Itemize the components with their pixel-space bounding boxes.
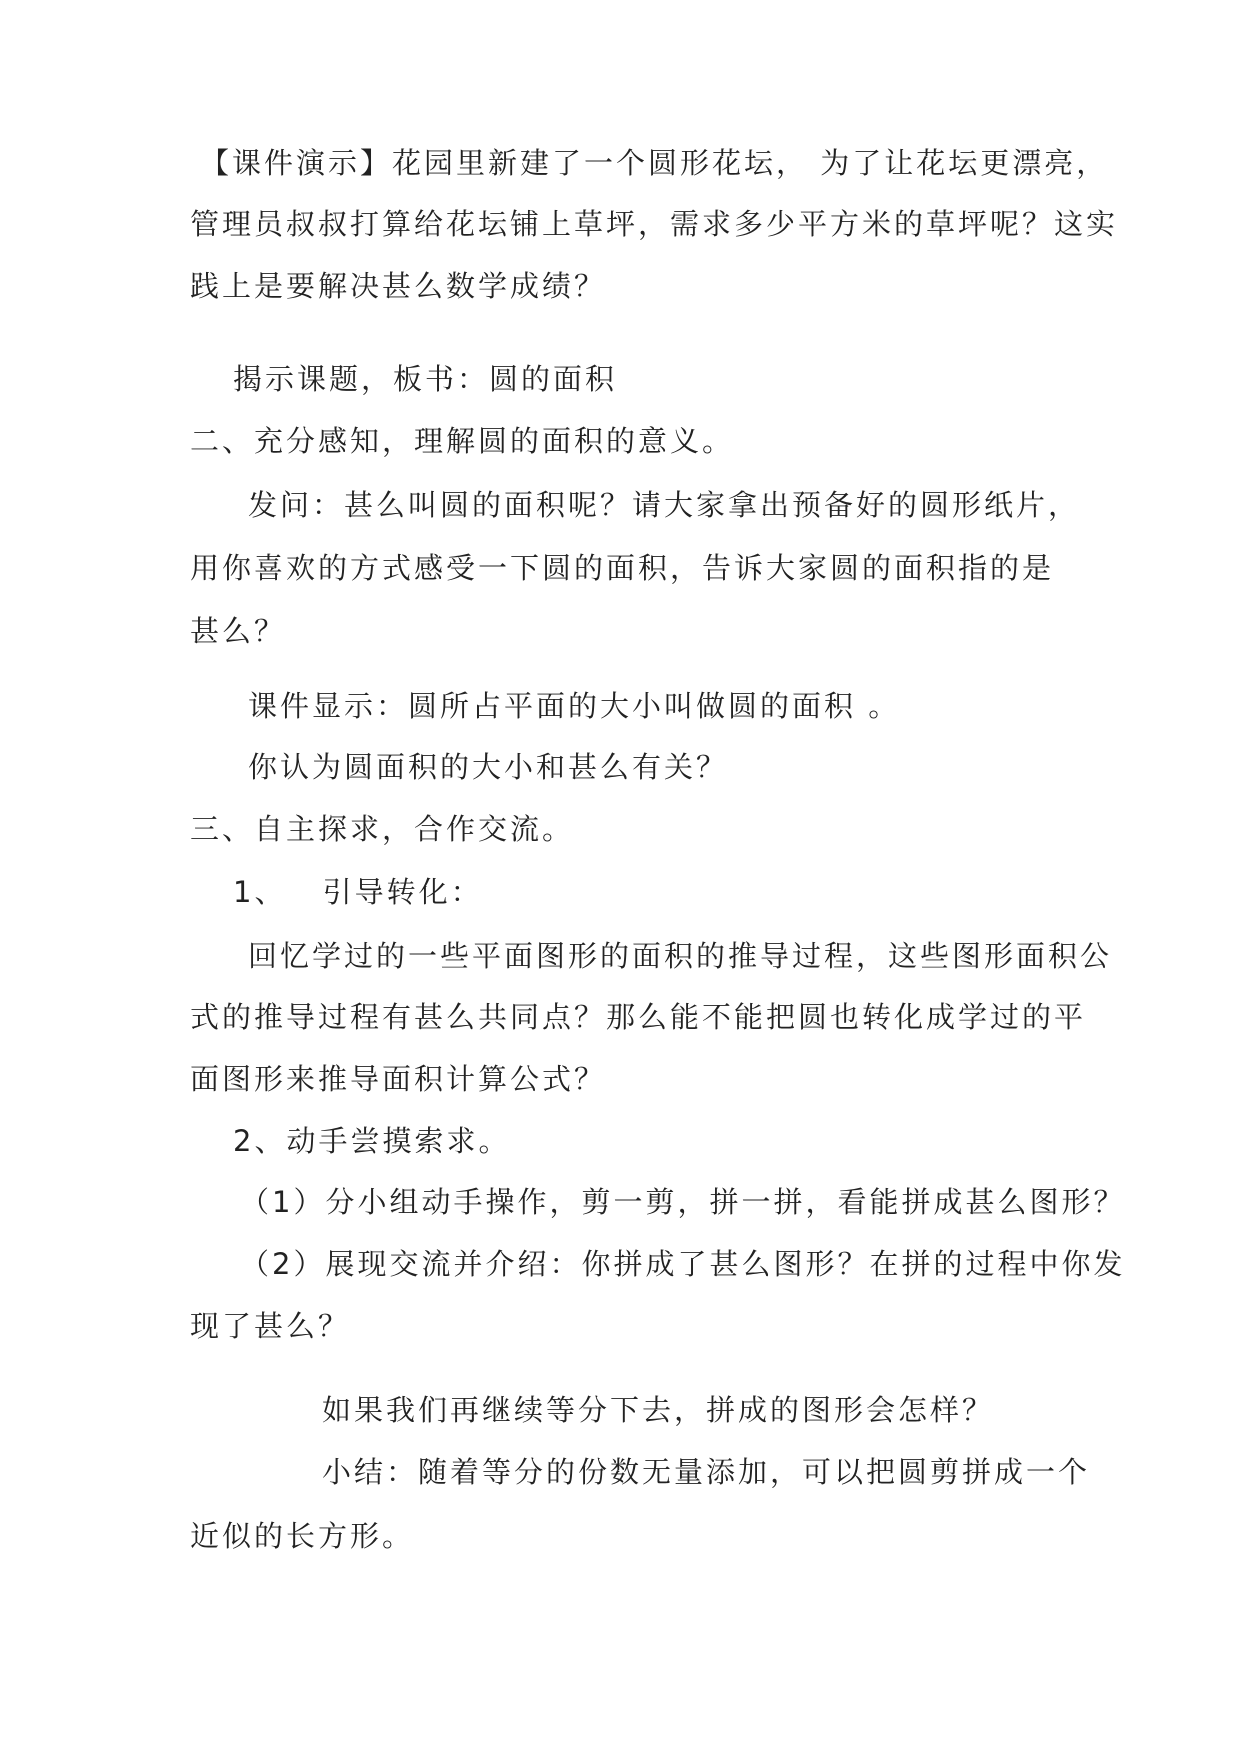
text-line: 小结：随着等分的份数无量添加，可以把圆剪拼成一个 xyxy=(322,1455,1091,1489)
text-line: 现了甚么？ xyxy=(190,1309,351,1343)
text-line: 你认为圆面积的大小和甚么有关？ xyxy=(248,750,729,784)
text-line: （2）展现交流并介绍：你拼成了甚么图形？在拼的过程中你发 xyxy=(240,1247,1126,1281)
text-line: 甚么？ xyxy=(190,614,287,648)
text-line: 回忆学过的一些平面图形的面积的推导过程，这些图形面积公 xyxy=(248,939,1113,973)
text-line: 1、 引导转化： xyxy=(233,875,483,909)
text-line: 2、动手尝摸索求。 xyxy=(233,1124,511,1158)
section-heading: 三、自主探求，合作交流。 xyxy=(190,812,575,846)
text-line: 践上是要解决甚么数学成绩？ xyxy=(190,269,607,303)
section-heading: 二、充分感知，理解圆的面积的意义。 xyxy=(190,424,735,458)
text-line: 管理员叔叔打算给花坛铺上草坪，需求多少平方米的草坪呢？这实 xyxy=(190,207,1119,241)
text-line: 用你喜欢的方式感受一下圆的面积，告诉大家圆的面积指的是 xyxy=(190,551,1055,585)
text-line: 揭示课题，板书：圆的面积 xyxy=(233,362,618,396)
text-line: 面图形来推导面积计算公式？ xyxy=(190,1062,607,1096)
text-line: 【课件演示】花园里新建了一个圆形花坛， 为了让花坛更漂亮， xyxy=(200,146,1109,180)
text-line: 课件显示：圆所占平面的大小叫做圆的面积 。 xyxy=(248,689,901,723)
text-line: 式的推导过程有甚么共同点？那么能不能把圆也转化成学过的平 xyxy=(190,1000,1087,1034)
text-line: 如果我们再继续等分下去，拼成的图形会怎样？ xyxy=(322,1393,995,1427)
text-line: 近似的长方形。 xyxy=(190,1519,415,1553)
text-line: 发问：甚么叫圆的面积呢？请大家拿出预备好的圆形纸片， xyxy=(248,488,1081,522)
text-line: （1）分小组动手操作，剪一剪，拼一拼，看能拼成甚么图形？ xyxy=(240,1185,1126,1219)
